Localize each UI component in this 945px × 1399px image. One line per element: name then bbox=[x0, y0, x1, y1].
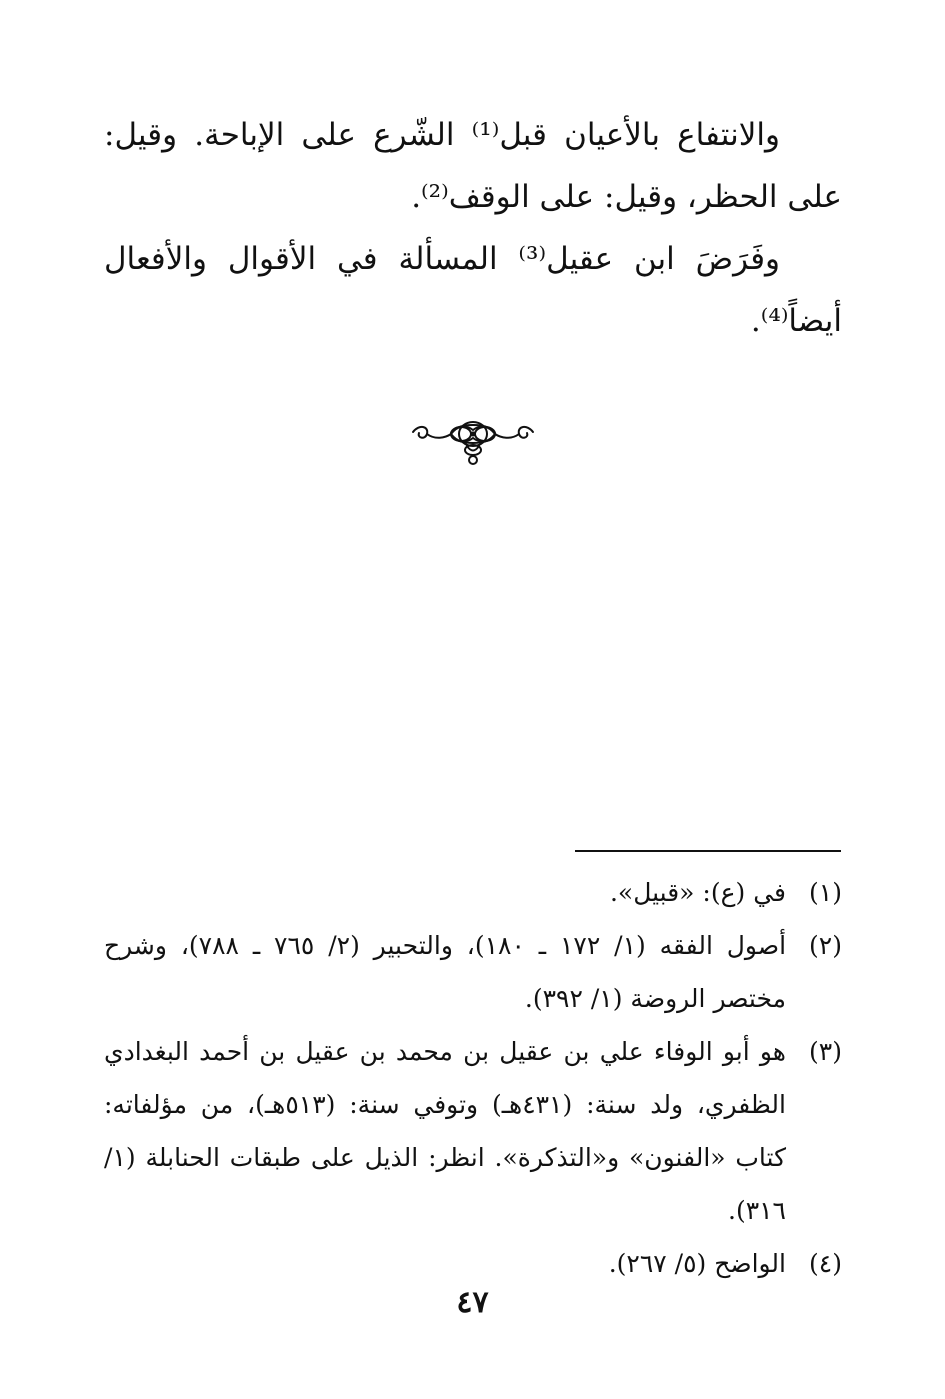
main-text bbox=[104, 104, 842, 352]
footnote-text: أصول الفقه (١/ ١٧٢ ـ ١٨٠)، والتحبير (٢/ ٧٦٥ ـ ٧٨٨)، وشرح مختصر الروضة (١/ ٣٩٢). bbox=[104, 931, 787, 1013]
footnote-item bbox=[104, 919, 842, 1025]
footnote-item bbox=[104, 1025, 842, 1237]
footnote-text: هو أبو الوفاء علي بن عقيل بن محمد بن عقيل بن أحمد البغدادي الظفري، ولد سنة: (٤٣١هـ) وتوفي سنة: (٥١٣هـ)، من مؤلفاته: كتاب «الفنون» و«التذكرة». انظر: الذيل على طبقات الحنابلة (١/ ٣١٦). bbox=[104, 1037, 786, 1225]
paragraph-1: والانتفاع بالأعيان قبل⁽¹⁾ الشّرع على الإباحة. وقيل: على الحظر، وقيل: على الوقف⁽²⁾. bbox=[104, 117, 842, 215]
footnote-number: (١) bbox=[809, 878, 842, 907]
footnote-separator bbox=[575, 850, 841, 852]
footnote-item bbox=[104, 866, 842, 919]
footnote-text: الواضح (٥/ ٢٦٧). bbox=[608, 1249, 786, 1278]
page-number: ٤٧ bbox=[456, 1285, 489, 1320]
footnote-number: (٣) bbox=[809, 1037, 842, 1066]
floral-divider-ornament-icon bbox=[405, 416, 541, 472]
footnotes bbox=[104, 866, 842, 1290]
paragraph-2: وفَرَضَ ابن عقيل⁽³⁾ المسألة في الأقوال والأفعال أيضاً⁽⁴⁾. bbox=[104, 241, 842, 339]
footnote-number: (٤) bbox=[809, 1249, 842, 1278]
footnote-number: (٢) bbox=[809, 931, 842, 960]
footnote-text: في (ع): «قبيل». bbox=[609, 878, 786, 907]
